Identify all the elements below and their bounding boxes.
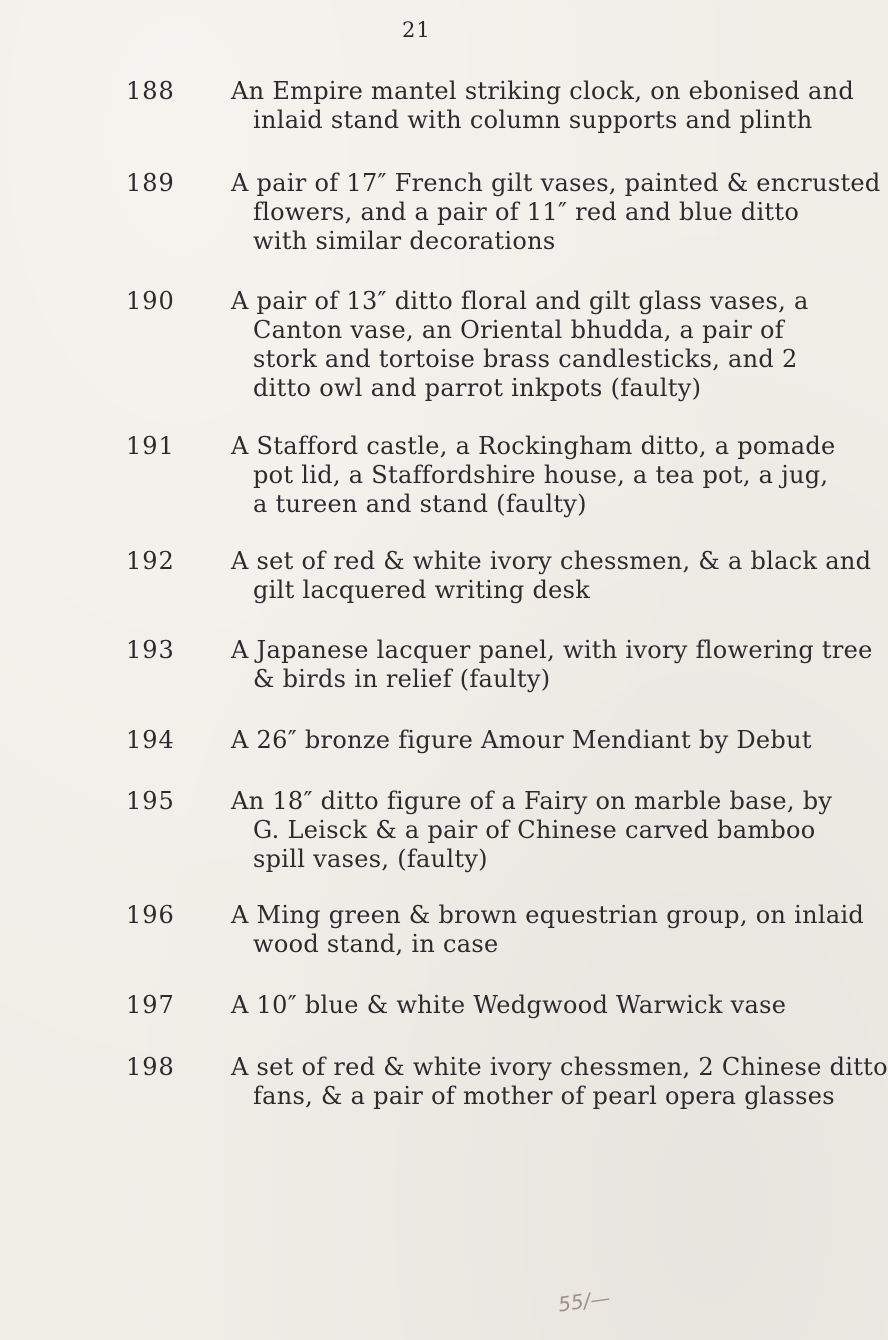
description-line: A set of red & white ivory chessmen, 2 Chinese ditto [231,1053,888,1081]
lot-number: 190 [126,287,175,315]
description-line: & birds in relief (faulty) [253,665,551,693]
lot-number: 195 [126,787,175,815]
description-line: A pair of 17″ French gilt vases, painted & encrusted [231,169,881,197]
description-line: ditto owl and parrot inkpots (faulty) [253,374,702,402]
lot-description [231,636,873,694]
description-line: gilt lacquered writing desk [253,576,591,604]
description-line: flowers, and a pair of 11″ red and blue ditto [253,198,800,226]
description-line: G. Leisck & a pair of Chinese carved bamboo [253,816,816,844]
lot-description [231,432,836,519]
lot-description [231,77,855,135]
description-line: A 10″ blue & white Wedgwood Warwick vase [231,991,787,1019]
description-line: A Stafford castle, a Rockingham ditto, a pomade [231,432,836,460]
description-line: Canton vase, an Oriental bhudda, a pair of [253,316,784,344]
lot-description [231,726,812,755]
description-line: A set of red & white ivory chessmen, & a black and [231,547,872,575]
lot-number: 192 [126,547,175,575]
lot-description [231,1053,888,1111]
description-line: wood stand, in case [253,930,499,958]
description-line: A Japanese lacquer panel, with ivory flowering tree [231,636,873,664]
description-line: pot lid, a Staffordshire house, a tea pot, a jug, [253,461,829,489]
lot-description [231,547,872,605]
handwritten-price-note: 55/— [556,1285,612,1317]
lot-number: 197 [126,991,175,1019]
description-line: a tureen and stand (faulty) [253,490,587,518]
lot-number: 194 [126,726,175,754]
lot-number: 193 [126,636,175,664]
description-line: stork and tortoise brass candlesticks, and 2 [253,345,798,373]
lot-description [231,991,791,1020]
description-line: with similar decorations [253,227,556,255]
lot-number: 189 [126,169,175,197]
description-line: inlaid stand with column supports and plinth [253,106,813,134]
description-line: An Empire mantel striking clock, on ebonised and [231,77,855,105]
lot-number: 198 [126,1053,175,1081]
lot-number: 188 [126,77,175,105]
description-line: spill vases, (faulty) [253,845,488,873]
description-line: An 18″ ditto figure of a Fairy on marble base, by [231,787,833,815]
description-line: fans, & a pair of mother of pearl opera glasses [253,1082,835,1110]
lot-description [231,287,809,403]
lot-number: 196 [126,901,175,929]
description-line: A Ming green & brown equestrian group, on inlaid [231,901,865,929]
lot-description [231,169,881,256]
description-line: A pair of 13″ ditto floral and gilt glass vases, a [231,287,809,315]
lot-description [231,901,865,959]
description-line: A 26″ bronze figure Amour Mendiant by Debut [231,726,812,754]
lot-number: 191 [126,432,175,460]
lot-description [231,787,833,874]
page-number: 21 [402,18,431,42]
